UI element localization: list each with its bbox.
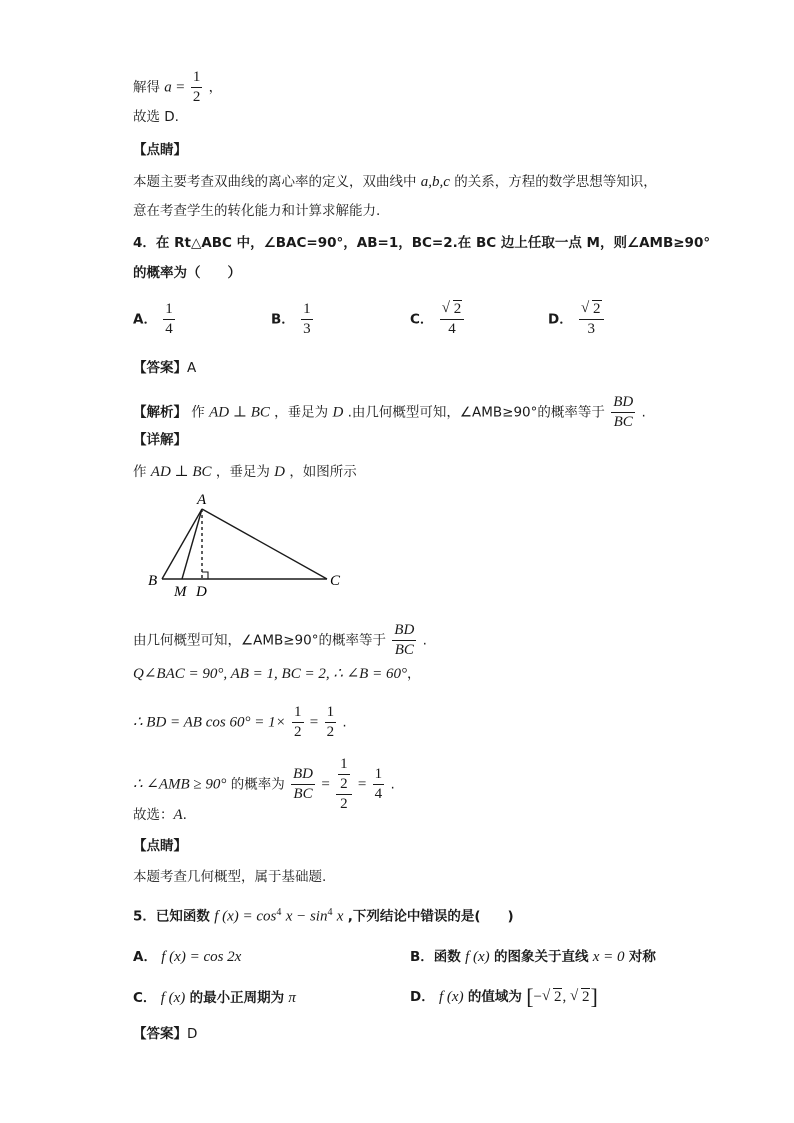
q4-option-b: B． $\frac{1}{3}$: [271, 301, 311, 337]
segment-ac: [202, 509, 327, 579]
right-angle-mark: [202, 572, 208, 579]
q4-stem-line2: 的概率为（ ）: [133, 265, 241, 281]
q5-answer: 【答案】D: [133, 1026, 198, 1042]
q5-option-b: B．函数 f (x) 的图象关于直线 x = 0 对称: [410, 949, 656, 965]
choose-line: 故选 D.: [133, 109, 179, 125]
equals: =: [176, 79, 185, 96]
q5-option-a: A． f (x) = cos 2x: [133, 949, 242, 965]
label-a: A: [197, 492, 207, 508]
segment-ab: [162, 509, 202, 579]
q4-answer: 【答案】A: [133, 360, 197, 376]
q5-stem: 5．已知函数 f $(x) = \cos^4 x - \sin^4 x$ ,下列结论中错误的是( ): [133, 907, 514, 925]
segment-am: [182, 509, 202, 579]
vars-abc: a,b,c: [420, 174, 450, 190]
triangle-figure: [140, 488, 350, 600]
comment-heading: 【点睛】: [133, 142, 187, 158]
label-m: M: [174, 584, 187, 600]
label-d: D: [196, 584, 207, 600]
q4-bd-line: ∴ BD = AB cos 60° = 1× $\frac{1}{2}$ = $\frac{1}{2}$ .: [133, 704, 347, 740]
comment-line-2: 意在考查学生的转化能力和计算求解能力.: [133, 203, 381, 219]
q4-geo-line: 由几何概型可知，∠AMB≥90°的概率等于 $\frac{BD}{BC}$ .: [133, 622, 427, 658]
solution-line: [133, 68, 222, 107]
q4-comment: 本题考查几何概型，属于基础题.: [133, 869, 327, 885]
q4-comment-heading: 【点睛】: [133, 838, 187, 854]
q4-choose-line: 故选：A.: [133, 807, 187, 823]
q4-option-a: A． $\frac{1}{4}$: [133, 301, 173, 337]
fraction-one-half: $\frac{1}{2}$: [192, 69, 201, 105]
text: ，: [208, 79, 223, 96]
q4-analysis: 【解析】 作 AD ⊥ BC ，垂足为 D .由几何概型可知，∠AMB≥90°的概率等于 $\frac{BD}{BC}$ .: [133, 394, 646, 430]
q4-detail-heading: 【详解】: [133, 432, 187, 448]
q4-option-c: C． √ $\frac{2}{4}$: [410, 300, 466, 339]
comment-line-1: 本题主要考查双曲线的离心率的定义，双曲线中 a,b,c 的关系，方程的数学思想等知识，: [133, 174, 657, 190]
q4-stem-line1: 4．在 Rt△ABC 中，∠BAC=90°，AB=1，BC=2.在 BC 边上任取一点 M，则∠AMB≥90°: [133, 235, 711, 251]
label-c: C: [330, 573, 341, 589]
q5-option-c: C． f (x) 的最小正周期为 π: [133, 990, 296, 1006]
q4-detail-line: 作 AD ⊥ BC ，垂足为 D ，如图所示: [133, 464, 357, 480]
text: 解得: [133, 79, 160, 96]
q4-given-line: Q∠BAC = 90°, AB = 1, BC = 2, ∴ ∠B = 60°，: [133, 666, 421, 682]
label-b: B: [148, 573, 158, 589]
q4-prob-line: ∴ ∠AMB ≥ 90° 的概率为 $\frac{BD}{BC}$ = $\frac{\frac{1}{2}}{2}$ = $\frac{1}{4}$ .: [133, 756, 395, 812]
q4-option-d: D． √ $\frac{2}{3}$: [548, 300, 606, 339]
var-a: a: [164, 79, 172, 96]
q5-option-d: D． f (x) 的值域为 [−√ 2, √ 2]: [410, 984, 598, 1010]
